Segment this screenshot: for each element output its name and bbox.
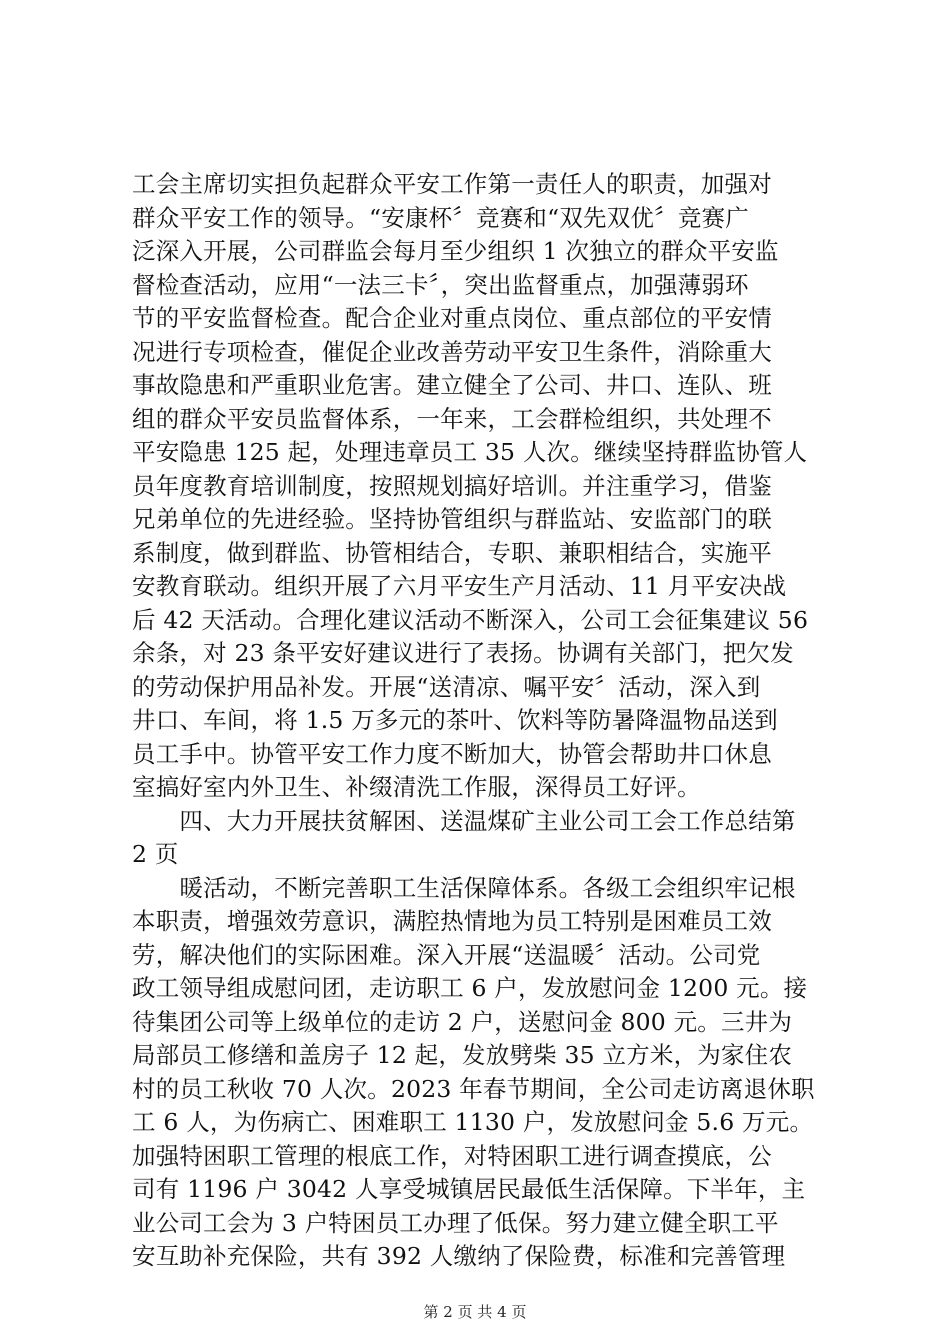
text-line: 劳，解决他们的实际困难。深入开展“送温暖〞活动。公司党 bbox=[132, 940, 761, 969]
text-line: 待集团公司等上级单位的走访 2 户，送慰问金 800 元。三井为 bbox=[132, 1007, 793, 1036]
text-line: 兄弟单位的先进经验。坚持协管组织与群监站、安监部门的联 bbox=[132, 505, 772, 533]
text-line: 督检查活动，应用“一法三卡〞，突出监督重点，加强薄弱环 bbox=[132, 270, 749, 299]
text-line: 况进行专项检查，催促企业改善劳动平安卫生条件，消除重大 bbox=[132, 337, 772, 366]
text-line: 工 6 人，为伤病亡、困难职工 1130 户，发放慰问金 5.6 万元。 bbox=[132, 1108, 814, 1136]
text-line: 业公司工会为 3 户特困员工办理了低保。努力建立健全职工平 bbox=[132, 1208, 779, 1237]
text-line: 四、大力开展扶贫解困、送温煤矿主业公司工会工作总结第 bbox=[132, 806, 796, 835]
text-line: 本职责，增强效劳意识，满腔热情地为员工特别是困难员工效 bbox=[132, 907, 772, 935]
text-line: 局部员工修缮和盖房子 12 起，发放劈柴 35 立方米，为家住农 bbox=[132, 1041, 793, 1069]
text-line: 事故隐患和严重职业危害。建立健全了公司、井口、连队、班 bbox=[132, 371, 772, 399]
text-line: 泛深入开展，公司群监会每月至少组织 1 次独立的群众平安监 bbox=[132, 237, 779, 265]
text-line: 村的员工秋收 70 人次。2023 年春节期间，全公司走访离退休职 bbox=[132, 1074, 815, 1103]
page-footer: 第 2 页 共 4 页 bbox=[423, 1303, 527, 1321]
text-line: 安互助补充保险，共有 392 人缴纳了保险费，标准和完善管理 bbox=[132, 1242, 786, 1270]
text-line: 安教育联动。组织开展了六月平安生产月活动、11 月平安决战 bbox=[132, 572, 787, 600]
text-line: 工会主席切实担负起群众平安工作第一责任人的职责，加强对 bbox=[132, 170, 772, 198]
body-text bbox=[132, 168, 834, 1274]
text-line: 井口、车间，将 1.5 万多元的茶叶、饮料等防暑降温物品送到 bbox=[132, 706, 778, 734]
text-line: 暖活动，不断完善职工生活保障体系。各级工会组织牢记根 bbox=[132, 873, 796, 902]
text-line: 节的平安监督检查。配合企业对重点岗位、重点部位的平安情 bbox=[132, 304, 772, 332]
text-line: 员工手中。协管平安工作力度不断加大，协管会帮助井口休息 bbox=[132, 739, 772, 768]
text-line: 余条，对 23 条平安好建议进行了表扬。协调有关部门，把欠发 bbox=[132, 639, 794, 667]
text-line: 组的群众平安员监督体系，一年来，工会群检组织，共处理不 bbox=[132, 404, 772, 433]
text-line: 政工领导组成慰问团，走访职工 6 户，发放慰问金 1200 元。接 bbox=[132, 974, 808, 1002]
text-line: 平安隐患 125 起，处理违章员工 35 人次。继续坚持群监协管人 bbox=[132, 438, 808, 466]
text-line: 员年度教育培训制度，按照规划搞好培训。并注重学习，借鉴 bbox=[132, 471, 772, 500]
text-line: 群众平安工作的领导。“安康杯〞竞赛和“双先双优〞竞赛广 bbox=[132, 203, 749, 232]
text-line: 室搞好室内外卫生、补缀清洗工作服，深得员工好评。 bbox=[132, 773, 701, 801]
text-line: 司有 1196 户 3042 人享受城镇居民最低生活保障。下半年，主 bbox=[132, 1175, 806, 1203]
text-line: 系制度，做到群监、协管相结合，专职、兼职相结合，实施平 bbox=[132, 538, 772, 567]
text-line: 加强特困职工管理的根底工作，对特困职工进行调查摸底，公 bbox=[132, 1141, 772, 1170]
text-line: 2 页 bbox=[132, 840, 179, 868]
text-line: 后 42 天活动。合理化建议活动不断深入，公司工会征集建议 56 bbox=[132, 605, 809, 634]
text-line: 的劳动保护用品补发。开展“送清凉、嘱平安〞活动，深入到 bbox=[132, 672, 761, 701]
